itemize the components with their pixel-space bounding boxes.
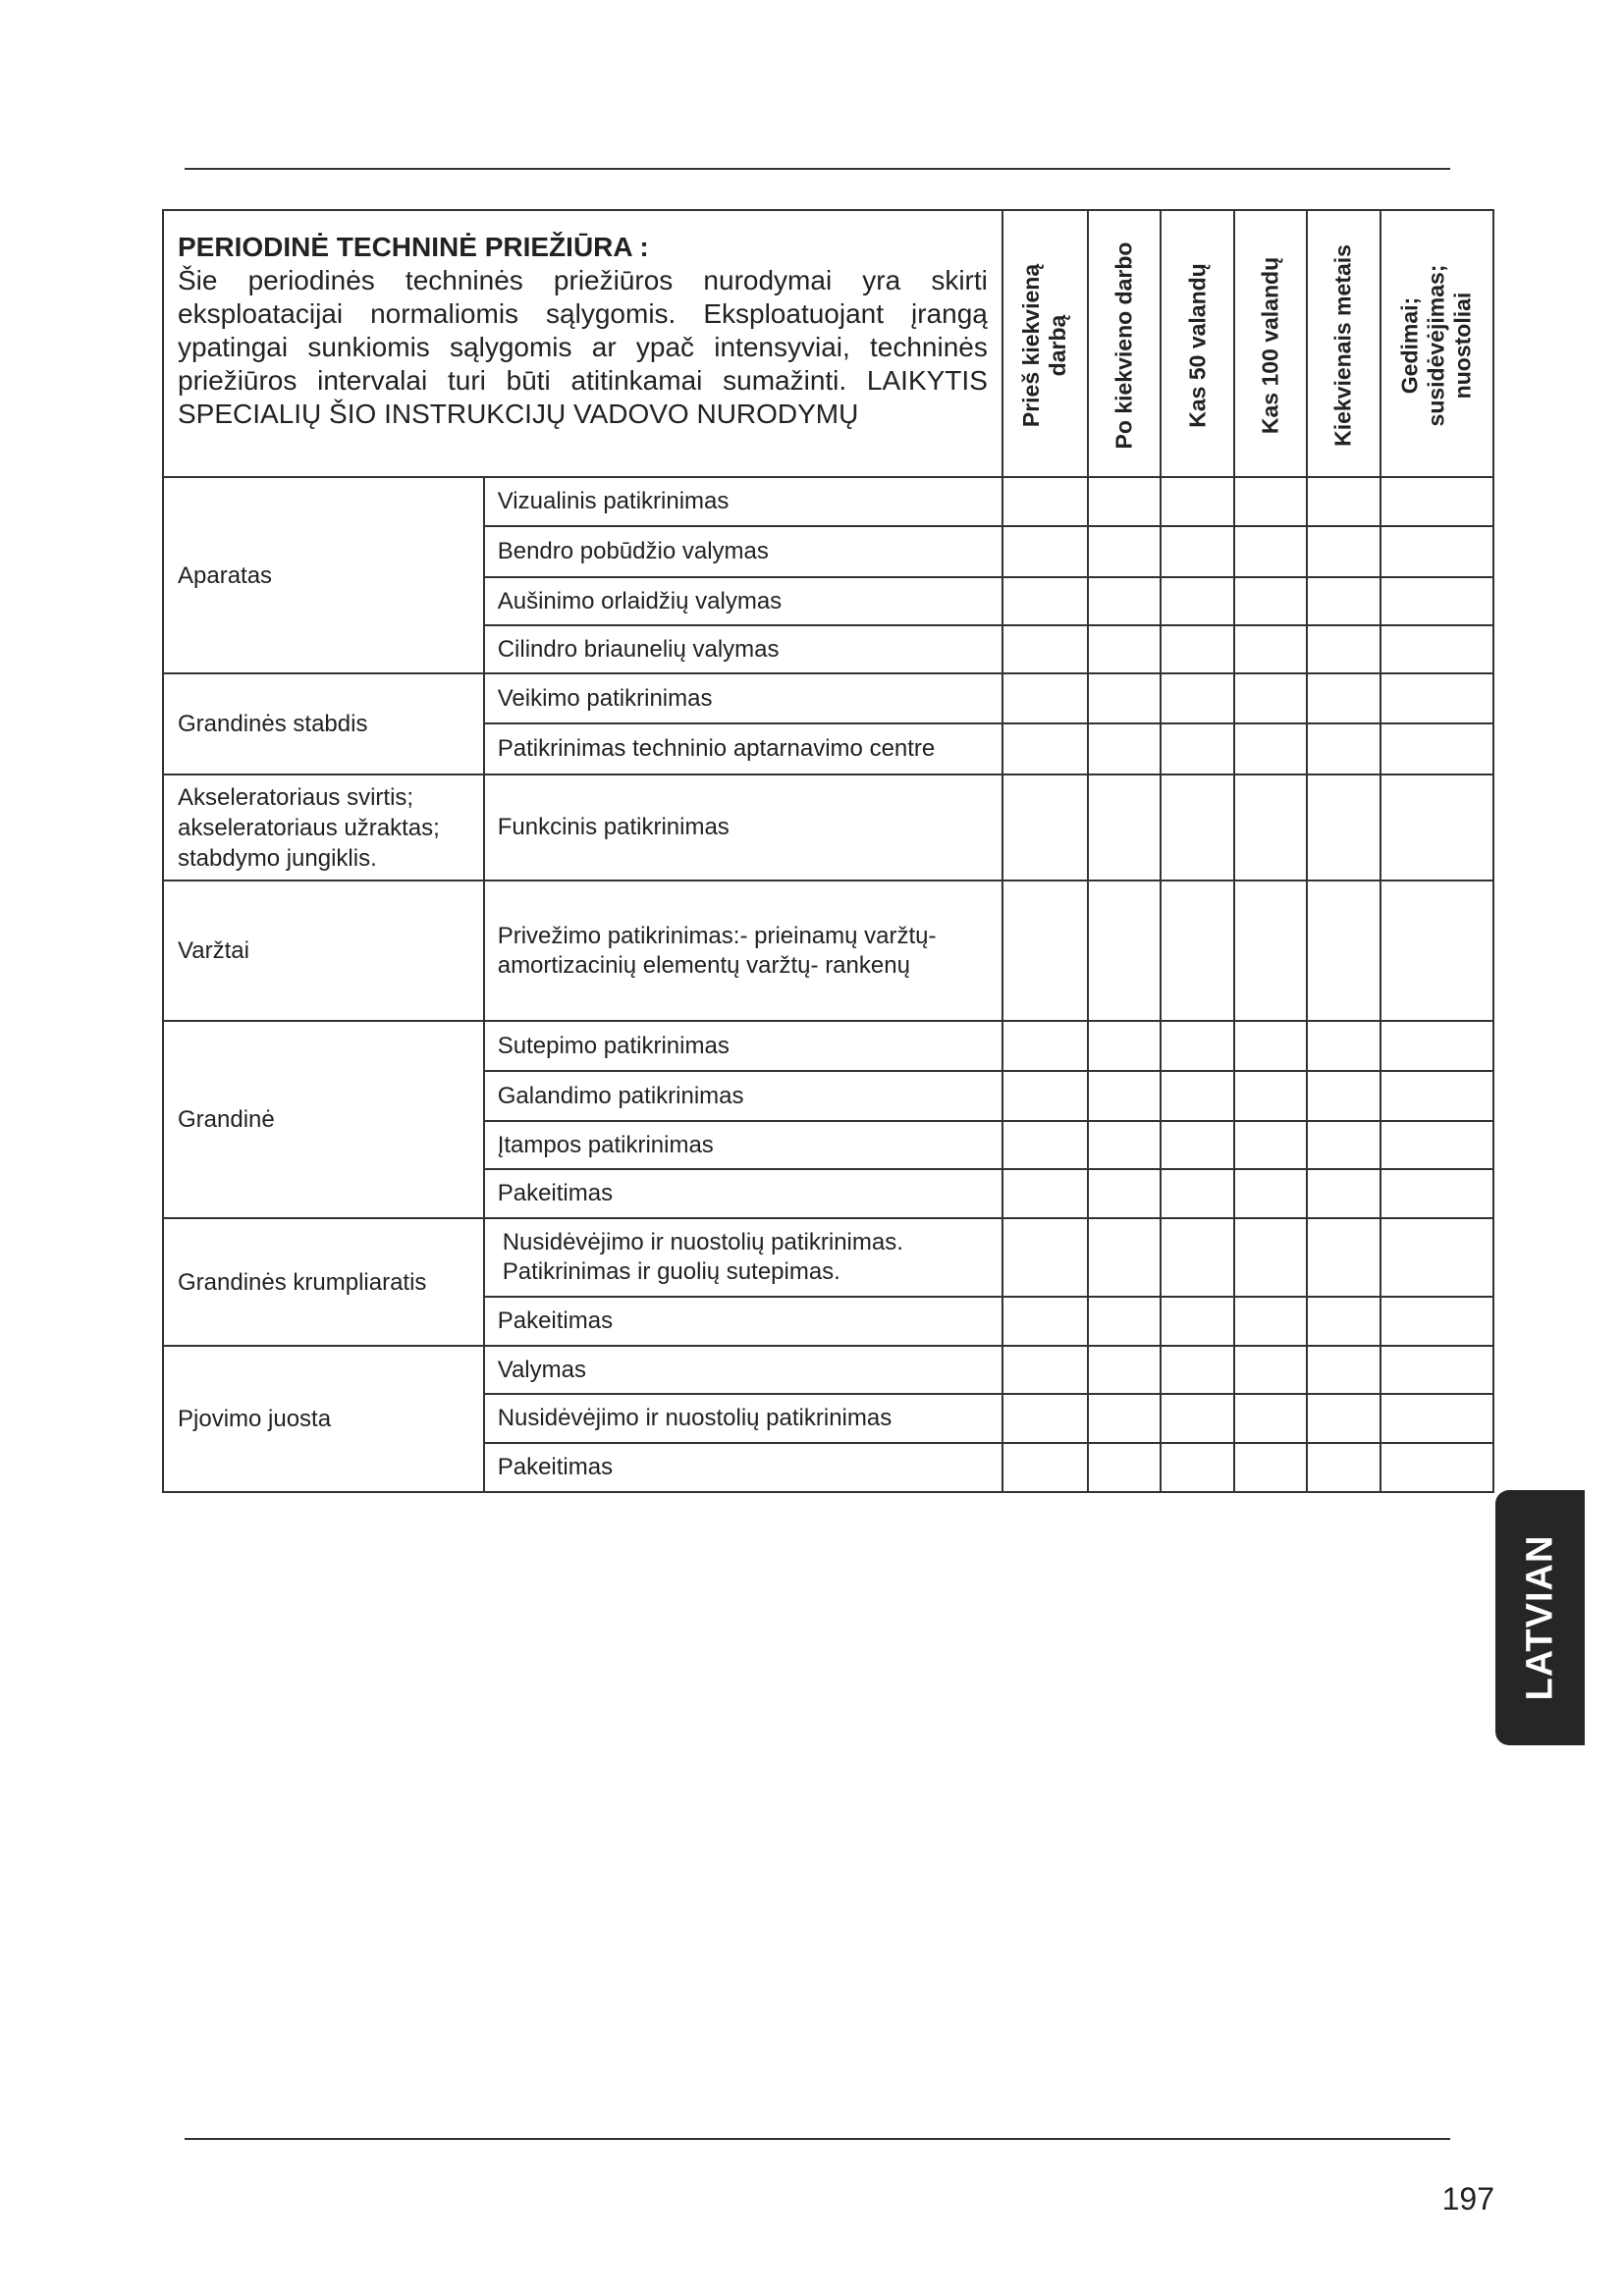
maintenance-table [162,209,1494,1493]
col-header-label: Kiekvienais metais [1329,244,1356,447]
task-cell: Valymas [484,1346,1002,1394]
check-cell [1307,1021,1380,1071]
check-cell [1161,723,1234,774]
check-cell [1380,1071,1493,1121]
check-cell [1161,774,1234,881]
check-cell [1002,1021,1088,1071]
task-cell: Cilindro briaunelių valymas [484,625,1002,673]
task-cell: Galandimo patikrinimas [484,1071,1002,1121]
check-cell [1161,1071,1234,1121]
check-cell [1234,477,1306,526]
intro-paragraph: Šie periodinės techninės priežiūros nurodymai yra skirti eksploatacijai normaliomis sąlygomis. Eksploatuojant įrangą ypatingai sunkiomis sąlygomis ar ypač intensyviai, techninės priežiūros intervalai turi būti atitinkamai sumažinti. LAIKYTIS SPECIALIŲ ŠIO INSTRUKCIJŲ VADOVO NURODYMŲ [178,265,988,429]
check-cell [1161,1169,1234,1218]
col-header-yearly [1307,210,1380,477]
check-cell [1234,723,1306,774]
check-cell [1161,625,1234,673]
check-cell [1307,723,1380,774]
check-cell [1088,477,1161,526]
col-header-after-work [1088,210,1161,477]
check-cell [1002,1346,1088,1394]
task-cell: Privežimo patikrinimas:- prieinamų varžtų- amortizacinių elementų varžtų- rankenų [484,881,1002,1021]
task-cell: Nusidėvėjimo ir nuostolių patikrinimas [484,1394,1002,1443]
category-cell: Varžtai [163,881,484,1021]
check-cell [1002,625,1088,673]
check-cell [1234,774,1306,881]
check-cell [1307,673,1380,723]
check-cell [1234,1169,1306,1218]
check-cell [1088,526,1161,577]
check-cell [1088,881,1161,1021]
check-cell [1380,1021,1493,1071]
task-cell: Veikimo patikrinimas [484,673,1002,723]
col-header-label: Prieš kiekvieną darbą [1018,263,1071,428]
check-cell [1088,1394,1161,1443]
check-cell [1161,1394,1234,1443]
check-cell [1380,1218,1493,1297]
col-header-100-hours [1234,210,1306,477]
category-cell: Grandinės krumpliaratis [163,1218,484,1346]
check-cell [1002,1169,1088,1218]
check-cell [1380,673,1493,723]
table-row [163,1021,1493,1071]
check-cell [1002,1071,1088,1121]
check-cell [1234,1218,1306,1297]
col-header-before-work [1002,210,1088,477]
check-cell [1380,577,1493,625]
check-cell [1161,881,1234,1021]
check-cell [1002,477,1088,526]
check-cell [1234,881,1306,1021]
check-cell [1161,1443,1234,1492]
check-cell [1234,673,1306,723]
task-cell: Nusidėvėjimo ir nuostolių patikrinimas. Patikrinimas ir guolių sutepimas. [484,1218,1002,1297]
check-cell [1234,1346,1306,1394]
category-cell: Pjovimo juosta [163,1346,484,1492]
check-cell [1002,526,1088,577]
check-cell [1234,1021,1306,1071]
check-cell [1380,625,1493,673]
check-cell [1307,881,1380,1021]
check-cell [1307,1169,1380,1218]
check-cell [1161,1121,1234,1169]
check-cell [1161,1218,1234,1297]
check-cell [1234,577,1306,625]
task-cell: Vizualinis patikrinimas [484,477,1002,526]
check-cell [1088,1443,1161,1492]
check-cell [1307,1443,1380,1492]
table-row [163,673,1493,723]
check-cell [1234,1071,1306,1121]
col-header-damage [1380,210,1493,477]
check-cell [1088,1121,1161,1169]
check-cell [1234,1443,1306,1492]
check-cell [1088,1218,1161,1297]
task-cell: Pakeitimas [484,1443,1002,1492]
check-cell [1380,1169,1493,1218]
check-cell [1088,723,1161,774]
header-row [163,210,1493,477]
col-header-label: Po kiekvieno darbo [1110,241,1137,450]
check-cell [1002,723,1088,774]
check-cell [1088,625,1161,673]
check-cell [1002,1443,1088,1492]
check-cell [1161,1297,1234,1346]
check-cell [1307,625,1380,673]
check-cell [1088,1346,1161,1394]
check-cell [1002,1394,1088,1443]
check-cell [1380,1394,1493,1443]
category-cell: Aparatas [163,477,484,673]
bottom-rule [185,2138,1450,2140]
check-cell [1002,1121,1088,1169]
check-cell [1380,526,1493,577]
check-cell [1002,1218,1088,1297]
check-cell [1307,477,1380,526]
task-cell: Aušinimo orlaidžių valymas [484,577,1002,625]
check-cell [1161,673,1234,723]
check-cell [1234,1394,1306,1443]
col-header-50-hours [1161,210,1234,477]
check-cell [1088,774,1161,881]
top-rule [185,168,1450,170]
check-cell [1234,625,1306,673]
col-header-label: Gedimai; susidėvėjimas; nuostoliai [1396,264,1476,427]
check-cell [1002,673,1088,723]
check-cell [1161,526,1234,577]
check-cell [1002,774,1088,881]
col-header-label: Kas 50 valandų [1184,263,1211,428]
category-cell: Grandinės stabdis [163,673,484,774]
check-cell [1234,526,1306,577]
category-cell: Akseleratoriaus svirtis; akseleratoriaus užraktas; stabdymo jungiklis. [163,774,484,881]
check-cell [1307,1071,1380,1121]
table-row [163,1346,1493,1394]
check-cell [1380,881,1493,1021]
task-cell: Pakeitimas [484,1169,1002,1218]
task-cell: Pakeitimas [484,1297,1002,1346]
check-cell [1380,1443,1493,1492]
check-cell [1088,1169,1161,1218]
table-row [163,774,1493,881]
check-cell [1307,1297,1380,1346]
check-cell [1307,1218,1380,1297]
check-cell [1380,477,1493,526]
check-cell [1161,477,1234,526]
check-cell [1307,1346,1380,1394]
check-cell [1380,774,1493,881]
task-cell: Įtampos patikrinimas [484,1121,1002,1169]
check-cell [1380,723,1493,774]
check-cell [1002,881,1088,1021]
check-cell [1161,1021,1234,1071]
category-cell: Grandinė [163,1021,484,1218]
page-number: 197 [1441,2181,1494,2216]
task-cell: Patikrinimas techninio aptarnavimo centre [484,723,1002,774]
intro-cell [163,210,1002,477]
check-cell [1002,1297,1088,1346]
task-cell: Funkcinis patikrinimas [484,774,1002,881]
col-header-label: Kas 100 valandų [1257,256,1283,435]
check-cell [1088,673,1161,723]
check-cell [1380,1121,1493,1169]
section-title: PERIODINĖ TECHNINĖ PRIEŽIŪRA : [178,232,649,262]
check-cell [1088,1297,1161,1346]
check-cell [1234,1121,1306,1169]
task-cell: Sutepimo patikrinimas [484,1021,1002,1071]
table-row [163,881,1493,1021]
check-cell [1307,774,1380,881]
check-cell [1088,1021,1161,1071]
check-cell [1161,1346,1234,1394]
check-cell [1234,1297,1306,1346]
check-cell [1002,577,1088,625]
check-cell [1088,1071,1161,1121]
check-cell [1161,577,1234,625]
check-cell [1088,577,1161,625]
check-cell [1380,1346,1493,1394]
task-cell: Bendro pobūdžio valymas [484,526,1002,577]
table-row [163,1218,1493,1297]
table-row [163,477,1493,526]
check-cell [1307,577,1380,625]
check-cell [1307,1121,1380,1169]
check-cell [1380,1297,1493,1346]
check-cell [1307,526,1380,577]
check-cell [1307,1394,1380,1443]
language-tab [1495,1490,1585,1745]
language-tab-label: LATVIAN [1519,1534,1560,1701]
